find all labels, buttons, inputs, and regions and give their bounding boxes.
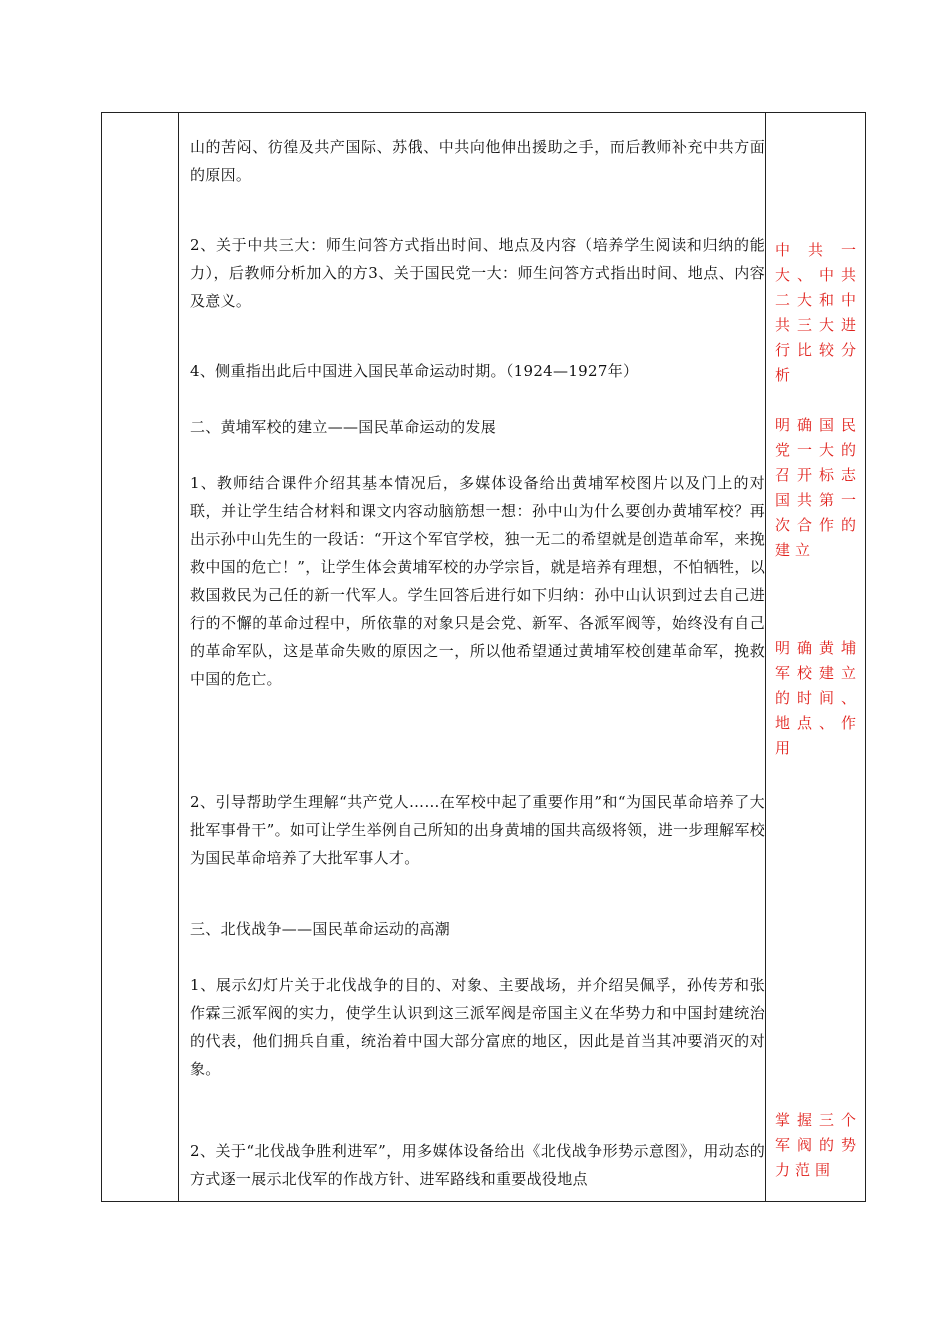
- note-warlord-territories: 掌握三个军阀的势力范围: [775, 1111, 861, 1179]
- paragraph-national-revolution-period: 4、侧重指出此后中国进入国民革命运动时期。（1924—1927年）: [190, 362, 639, 380]
- right-column-divider: [765, 113, 766, 1201]
- lesson-plan-table: [101, 112, 866, 1202]
- paragraph-third-congress: 2、关于中共三大：师生问答方式指出时间、地点及内容（培养学生阅读和归纳的能力），后教师分析加入的方3、关于国民党一大：师生问答方式指出时间、地点、内容及意义。: [190, 236, 765, 310]
- note-whampoa-facts: 明确黄埔军校建立的时间、地点、作用: [775, 639, 861, 757]
- note-congress-comparison: 中共一大、中共二大和中共三大进行比较分析: [775, 241, 861, 384]
- section-heading-whampoa: 二、黄埔军校的建立——国民革命运动的发展: [190, 418, 497, 436]
- paragraph-whampoa-role: 2、引导帮助学生理解“共产党人……在军校中起了重要作用”和“为国民革命培养了大批军事骨干”。如可让学生举例自己所知的出身黄埔的国共高级将领，进一步理解军校为国民革命培养了大批军事人才。: [190, 793, 765, 867]
- paragraph-whampoa-introduction: 1、教师结合课件介绍其基本情况后，多媒体设备给出黄埔军校图片以及门上的对联，并让学生结合材料和课文内容动脑筋想一想：孙中山为什么要创办黄埔军校？再出示孙中山先生的一段话：“开这个军官学校，独一无二的希望就是创造革命军，来挽救中国的危亡！”，让学生体会黄埔军校的办学宗旨，就是培养有理想，不怕牺牲，以救国救民为己任的新一代军人。学生回答后进行如下归纳：孙中山认识到过去自己进行的不懈的革命过程中，所依靠的对象只是会党、新军、各派军阀等，始终没有自己的革命军队，这是革命失败的原因之一，所以他希望通过黄埔军校创建革命军，挽救中国的危亡。: [190, 474, 765, 688]
- paragraph-northern-expedition-map: 2、关于“北伐战争胜利进军”，用多媒体设备给出《北伐战争形势示意图》，用动态的方式逐一展示北伐军的作战方针、进军路线和重要战役地点: [190, 1142, 765, 1188]
- note-first-cooperation: 明确国民党一大的召开标志国共第一次合作的建立: [775, 416, 861, 559]
- left-column-divider: [178, 113, 179, 1201]
- section-heading-northern-expedition: 三、北伐战争——国民革命运动的高潮: [190, 920, 451, 938]
- paragraph-northern-expedition-targets: 1、展示幻灯片关于北伐战争的目的、对象、主要战场，并介绍吴佩孚，孙传芳和张作霖三派军阀的实力，使学生认识到这三派军阀是帝国主义在华势力和中国封建统治的代表，他们拥兵自重，统治着中国大部分富庶的地区，因此是首当其冲要消灭的对象。: [190, 976, 765, 1078]
- paragraph-sun-zhongshan-context: 山的苦闷、彷徨及共产国际、苏俄、中共向他伸出援助之手，而后教师补充中共方面的原因。: [190, 138, 765, 184]
